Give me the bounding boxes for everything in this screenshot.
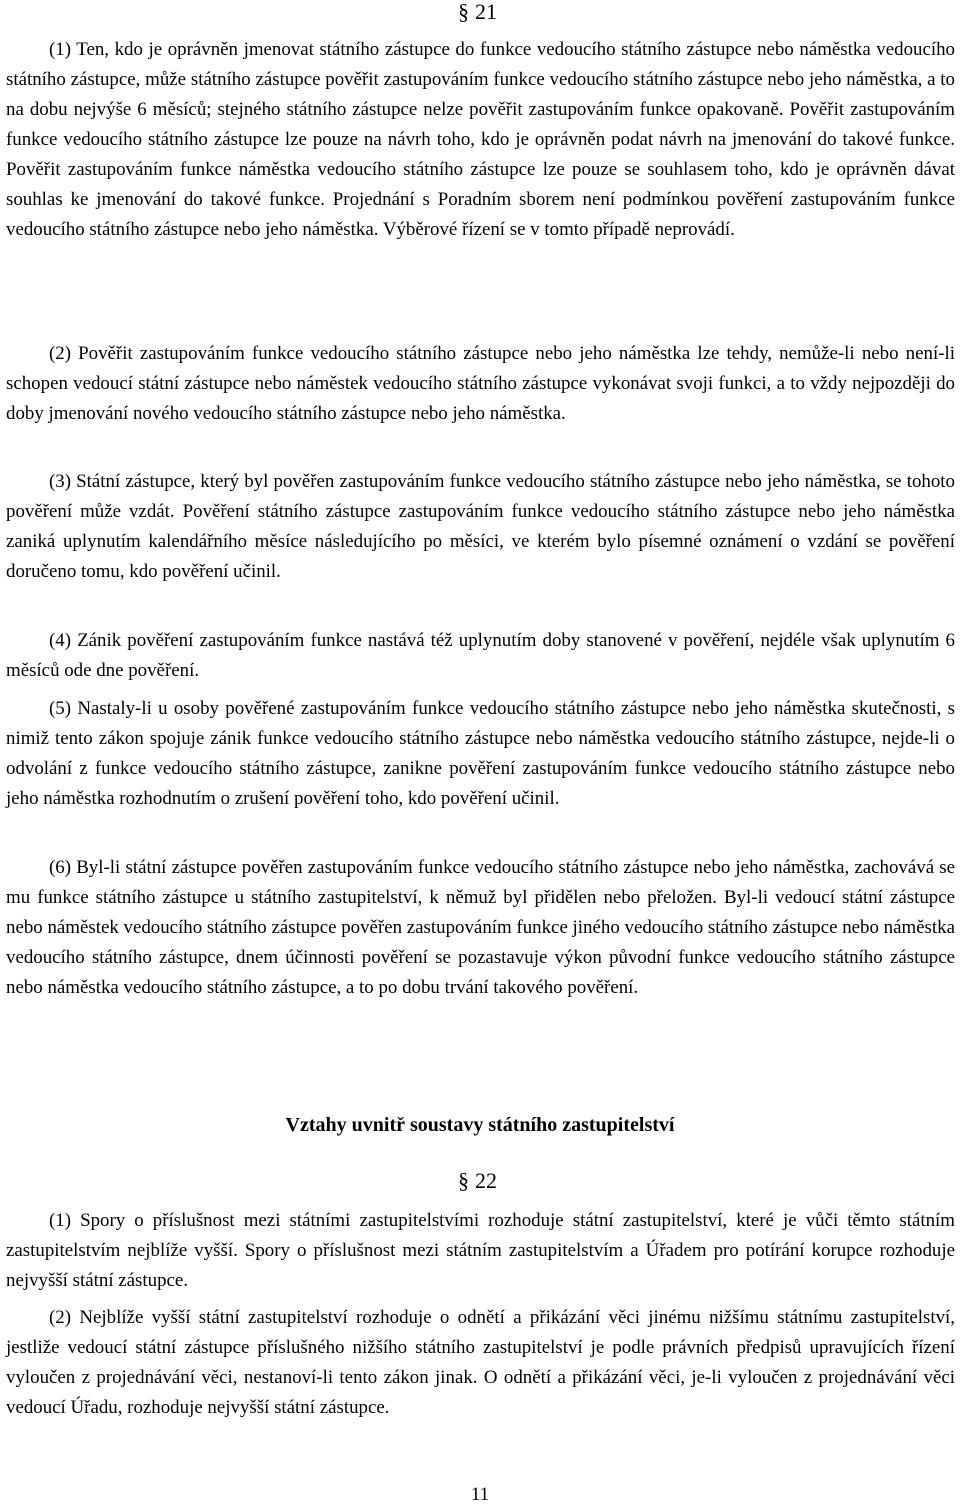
section-21-paragraph-4: (4) Zánik pověření zastupováním funkce nastává též uplynutím doby stanovené v pověření, nejdéle však uplynutím 6 měsíců ode dne pověření. [6, 630, 955, 681]
section-21-paragraph-1: (1) Ten, kdo je oprávněn jmenovat státního zástupce do funkce vedoucího státního zástupce nebo náměstka vedoucího státního zástupce, může státního zástupce pověřit zastupováním funkce vedoucího státního zástupce nebo jeho náměstka, a to na dobu nejvýše 6 měsíců; stejného státního zástupce nelze pověřit zastupováním funkce opakovaně. Pověřit zastupováním funkce vedoucího státního zástupce lze pouze na návrh toho, kdo je oprávněn podat návrh na jmenování do takové funkce. Pověřit zastupováním funkce náměstka vedoucího státního zástupce lze pouze se souhlasem toho, kdo je oprávněn dávat souhlas ke jmenování do takové funkce. Projednání s Poradním sborem není podmínkou pověření zastupováním funkce vedoucího státního zástupce nebo jeho náměstka. Výběrové řízení se v tomto případě neprovádí. [6, 39, 955, 240]
section-sign: § [458, 0, 469, 24]
section-21-paragraph-6: (6) Byl-li státní zástupce pověřen zastupováním funkce vedoucího státního zástupce nebo jeho náměstka, zachovává se mu funkce státního zástupce u státního zastupitelství, k němuž byl přidělen nebo přeložen. Byl-li vedoucí státní zástupce nebo náměstek vedoucího státního zástupce pověřen zastupováním funkce jiného vedoucího státního zástupce nebo náměstka vedoucího státního zástupce, dnem účinnosti pověření se pozastavuje výkon původní funkce vedoucího státního zástupce nebo náměstka vedoucího státního zástupce, a to po dobu trvání takového pověření. [6, 857, 955, 998]
section-21-mark [458, 1, 497, 23]
section-21-paragraph-3: (3) Státní zástupce, který byl pověřen zastupováním funkce vedoucího státního zástupce nebo jeho náměstka, se tohoto pověření může vzdát. Pověření státního zástupce zastupováním funkce vedoucího státního zástupce nebo jeho náměstka zaniká uplynutím kalendářního měsíce následujícího po měsíci, ve kterém bylo písemné oznámení o vzdání se pověření doručeno tomu, kdo pověření učinil. [6, 471, 955, 582]
page-number: 11 [470, 1484, 490, 1505]
section-22-paragraph-1: (1) Spory o příslušnost mezi státními zastupitelstvími rozhoduje státní zastupitelství, které je vůči těmto státním zastupitelstvím nejblíže vyšší. Spory o příslušnost mezi státním zastupitelstvím a Úřadem pro potírání korupce rozhoduje nejvyšší státní zástupce. [6, 1210, 955, 1291]
section-22-mark [458, 1170, 497, 1192]
section-22-number: 22 [475, 1168, 497, 1193]
section-22-paragraph-2: (2) Nejblíže vyšší státní zastupitelství rozhoduje o odnětí a přikázání věci jinému nižšímu státnímu zastupitelství, jestliže vedoucí státní zástupce příslušného nižšího státního zastupitelství je podle právních předpisů upravujících řízení vyloučen z projednávání věci, nestanoví-li tento zákon jinak. O odnětí a přikázání věci, je-li vyloučen z projednávání věci vedoucí Úřadu, rozhoduje nejvyšší státní zástupce. [6, 1307, 955, 1418]
section-sign: § [458, 1168, 469, 1193]
section-21-number: 21 [475, 0, 497, 24]
section-21-paragraph-2: (2) Pověřit zastupováním funkce vedoucího státního zástupce nebo jeho náměstka lze tehdy, nemůže-li nebo není-li schopen vedoucí státní zástupce nebo náměstek vedoucího státního zástupce vykonávat svoji funkci, a to vždy nejpozději do doby jmenování nového vedoucího státního zástupce nebo jeho náměstka. [6, 343, 955, 424]
section-21-paragraph-5: (5) Nastaly-li u osoby pověřené zastupováním funkce vedoucího státního zástupce nebo jeho náměstka skutečnosti, s nimiž tento zákon spojuje zánik funkce vedoucího státního zástupce nebo náměstka vedoucího státního zástupce, nejde-li o odvolání z funkce vedoucího státního zástupce, zanikne pověření zastupováním funkce vedoucího státního zástupce nebo jeho náměstka rozhodnutím o zrušení pověření toho, kdo pověření učinil. [6, 698, 955, 809]
section-heading: Vztahy uvnitř soustavy státního zastupitelství [285, 1114, 675, 1136]
